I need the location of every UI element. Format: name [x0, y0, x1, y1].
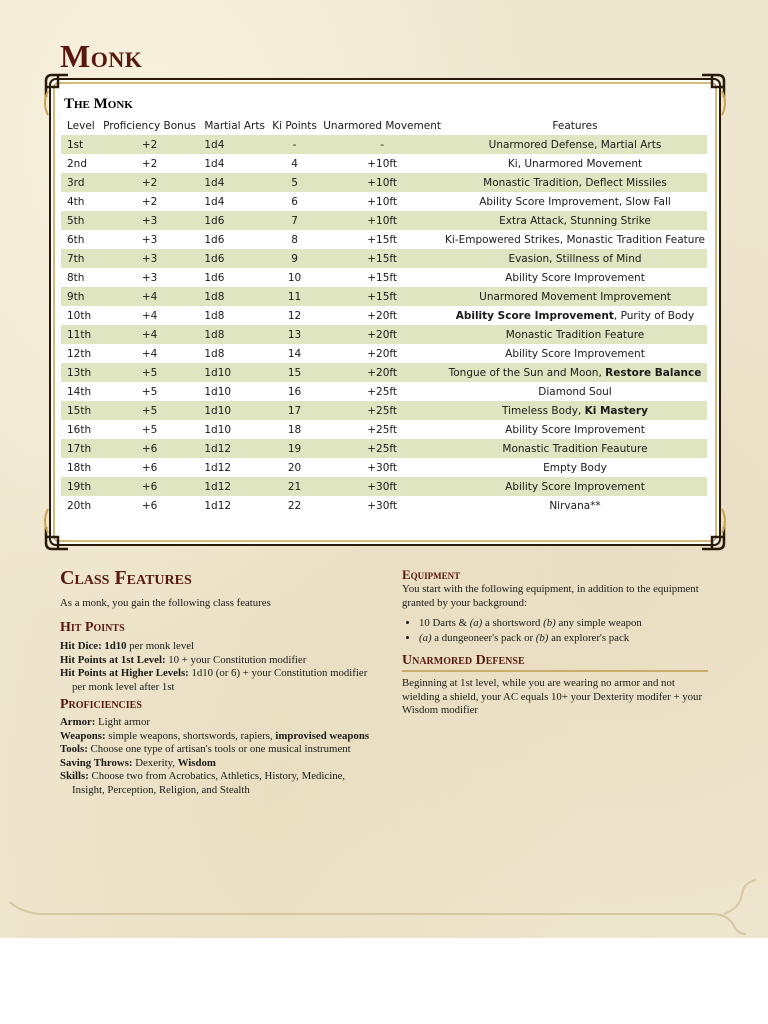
- cell-ki-points: 10: [287, 271, 302, 284]
- cell-level: 4th: [67, 195, 85, 208]
- cell-unarmored-movement: +10ft: [367, 214, 398, 227]
- cell-level: 7th: [67, 252, 85, 265]
- cell-unarmored-movement: +25ft: [367, 423, 398, 436]
- feature-text: Tongue of the Sun and Moon,: [448, 366, 606, 379]
- cell-unarmored-movement: +20ft: [367, 366, 398, 379]
- cell-proficiency: +3: [141, 271, 158, 284]
- cell-ki-points: 19: [287, 442, 302, 455]
- cell-features: Ability Score Improvement, Slow Fall: [479, 195, 671, 208]
- cell-features: Ability Score Improvement: [505, 480, 645, 493]
- cell-martial-arts: 1d12: [204, 499, 232, 512]
- col-header-features: Features: [552, 120, 598, 132]
- cell-features: Extra Attack, Stunning Strike: [499, 214, 651, 227]
- cell-proficiency: +6: [141, 461, 158, 474]
- cell-unarmored-movement: +25ft: [367, 404, 398, 417]
- cell-martial-arts: 1d6: [204, 233, 225, 246]
- equipment-heading: Equipment: [402, 567, 461, 582]
- equipment-item-2-b: a dungeoneer's pack or: [431, 631, 536, 644]
- page-title: Monk: [60, 38, 143, 74]
- cell-ki-points: 18: [287, 423, 302, 436]
- cell-proficiency: +5: [141, 423, 158, 436]
- cell-features: Ability Score Improvement: [505, 423, 645, 436]
- armor-label: Armor:: [60, 716, 96, 728]
- cell-level: 1st: [67, 138, 84, 151]
- cell-unarmored-movement: +15ft: [367, 252, 398, 265]
- weapons-bold-text: improvised weapons: [275, 729, 370, 742]
- cell-ki-points: 7: [291, 214, 298, 227]
- cell-unarmored-movement: -: [380, 138, 385, 151]
- cell-proficiency: +2: [141, 138, 158, 151]
- cell-level: 17th: [67, 442, 92, 455]
- feature-highlight-text: Ability Score Improvement: [455, 309, 614, 322]
- hp-first-level-text: 10 + your Constitution modifier: [165, 653, 307, 666]
- cell-unarmored-movement: +15ft: [367, 290, 398, 303]
- cell-proficiency: +6: [141, 480, 158, 493]
- cell-features: Diamond Soul: [538, 385, 612, 398]
- cell-level: 3rd: [67, 176, 85, 189]
- equipment-item-1-choice-a: (a): [469, 617, 483, 629]
- cell-level: 9th: [67, 290, 85, 303]
- cell-ki-points: 17: [287, 404, 302, 417]
- feature-text: , Purity of Body: [613, 309, 695, 322]
- cell-martial-arts: 1d6: [204, 271, 225, 284]
- cell-ki-points: 11: [287, 290, 302, 303]
- hit-dice-text: per monk level: [126, 640, 195, 652]
- cell-ki-points: 4: [291, 157, 298, 170]
- cell-ki-points: 13: [287, 328, 302, 341]
- saving-throws-text: Dexerity,: [132, 756, 178, 769]
- equipment-item-2-choice-b: (b): [535, 631, 549, 644]
- cell-features: Ability Score Improvement: [505, 271, 645, 284]
- cell-martial-arts: 1d12: [204, 442, 232, 455]
- cell-unarmored-movement: +30ft: [367, 461, 398, 474]
- cell-proficiency: +6: [141, 499, 158, 512]
- cell-features: Monastic Tradition Feauture: [502, 442, 648, 455]
- unarmored-defense-heading: Unarmored Defense: [402, 653, 708, 672]
- equipment-item-1-choice-b: (b): [543, 617, 556, 629]
- cell-unarmored-movement: +25ft: [367, 442, 398, 455]
- cell-martial-arts: 1d8: [204, 328, 225, 341]
- tools-text: Choose one type of artisan's tools or one musical instrument: [87, 743, 351, 755]
- cell-ki-points: 16: [287, 385, 302, 398]
- cell-level: 5th: [67, 214, 85, 227]
- cell-features: Monastic Tradition, Deflect Missiles: [483, 176, 667, 189]
- cell-martial-arts: 1d12: [204, 461, 232, 474]
- cell-features: Evasion, Stillness of Mind: [508, 252, 642, 265]
- hit-dice-label: Hit Dice: 1d10: [60, 640, 127, 652]
- unarmored-defense-text: Beginning at 1st level, while you are wearing no armor and not wielding a shield, your AC equals 10+ your Dexterity modifer + your Wisdom modifier: [402, 677, 703, 716]
- saving-throws-bold-text: Wisdom: [177, 756, 216, 769]
- cell-ki-points: 5: [291, 176, 298, 189]
- cell-level: 16th: [67, 423, 92, 436]
- class-features-intro: As a monk, you gain the following class features: [60, 597, 271, 609]
- cell-martial-arts: 1d4: [204, 138, 225, 151]
- cell-proficiency: +3: [141, 233, 158, 246]
- armor-text: Light armor: [95, 716, 150, 728]
- cell-level: 18th: [67, 461, 92, 474]
- cell-level: 20th: [67, 499, 92, 512]
- cell-martial-arts: 1d4: [204, 176, 225, 189]
- col-header-unarmored-movement: Unarmored Movement: [323, 120, 441, 132]
- cell-martial-arts: 1d10: [204, 366, 232, 379]
- feature-highlight-text: Ki Mastery: [584, 404, 648, 417]
- cell-proficiency: +6: [141, 442, 158, 455]
- cell-level: 19th: [67, 480, 92, 493]
- cell-features: Empty Body: [543, 461, 607, 474]
- cell-proficiency: +4: [141, 328, 158, 341]
- cell-proficiency: +5: [141, 385, 158, 398]
- cell-martial-arts: 1d6: [204, 252, 225, 265]
- equipment-item-2-choice-a: (a): [419, 631, 432, 644]
- cell-level: 15th: [67, 404, 92, 417]
- cell-ki-points: 8: [291, 233, 298, 246]
- cell-martial-arts: 1d10: [204, 404, 232, 417]
- equipment-item-1-b: a shortsword: [482, 617, 544, 629]
- cell-unarmored-movement: +30ft: [367, 499, 398, 512]
- cell-level: 11th: [67, 328, 92, 341]
- cell-proficiency: +2: [141, 157, 158, 170]
- feature-text: Timeless Body,: [502, 404, 585, 417]
- skills-label: Skills:: [60, 770, 89, 782]
- cell-unarmored-movement: +10ft: [367, 157, 398, 170]
- cell-unarmored-movement: +30ft: [367, 480, 398, 493]
- proficiencies-heading: Proficiencies: [60, 697, 142, 712]
- cell-proficiency: +3: [141, 214, 158, 227]
- cell-unarmored-movement: +15ft: [367, 233, 398, 246]
- cell-martial-arts: 1d6: [204, 214, 225, 227]
- cell-ki-points: 14: [287, 347, 302, 360]
- cell-ki-points: 12: [287, 309, 302, 322]
- cell-unarmored-movement: +10ft: [367, 176, 398, 189]
- cell-features: Nirvana**: [549, 499, 601, 512]
- hit-points-heading: Hit Points: [60, 620, 125, 635]
- weapons-text: simple weapons, shortswords, rapiers,: [105, 729, 276, 742]
- class-features-heading: Class Features: [60, 567, 192, 589]
- hp-higher-levels-label: Hit Points at Higher Levels:: [60, 667, 189, 679]
- cell-features: Unarmored Defense, Martial Arts: [488, 138, 662, 151]
- cell-unarmored-movement: +20ft: [367, 347, 398, 360]
- cell-level: 14th: [67, 385, 92, 398]
- cell-level: 8th: [67, 271, 85, 284]
- tools-label: Tools:: [60, 743, 88, 755]
- cell-martial-arts: 1d10: [204, 385, 232, 398]
- cell-level: 13th: [67, 366, 92, 379]
- equipment-item-1-c: any simple weapon: [555, 617, 642, 629]
- cell-martial-arts: 1d10: [204, 423, 232, 436]
- weapons-label: Weapons:: [60, 729, 106, 742]
- table-title: The Monk: [64, 96, 133, 112]
- cell-level: 12th: [67, 347, 92, 360]
- cell-ki-points: 22: [287, 499, 302, 512]
- cell-unarmored-movement: +20ft: [367, 309, 398, 322]
- cell-unarmored-movement: +10ft: [367, 195, 398, 208]
- cell-proficiency: +2: [141, 195, 158, 208]
- hp-higher-levels-text: 1d10 (or 6) + your Constitution modifier per monk level after 1st: [72, 667, 368, 693]
- cell-martial-arts: 1d4: [204, 157, 225, 170]
- cell-ki-points: 9: [291, 252, 298, 265]
- skills-text: Choose two from Acrobatics, Athletics, History, Medicine, Insight, Perception, Religion, and Stealth: [72, 770, 346, 796]
- col-header-martial-arts: Martial Arts: [204, 120, 265, 132]
- cell-features: Monastic Tradition Feature: [505, 328, 645, 341]
- col-header-proficiency: Proficiency Bonus: [103, 120, 196, 132]
- cell-ki-points: -: [292, 138, 297, 151]
- cell-ki-points: 20: [287, 461, 302, 474]
- cell-features: Ki, Unarmored Movement: [507, 157, 643, 170]
- feature-highlight-text: Restore Balance: [605, 366, 702, 379]
- cell-proficiency: +4: [141, 290, 158, 303]
- cell-unarmored-movement: +25ft: [367, 385, 398, 398]
- cell-ki-points: 21: [287, 480, 302, 493]
- hp-first-level-label: Hit Points at 1st Level:: [60, 653, 166, 666]
- col-header-ki-points: Ki Points: [272, 120, 317, 132]
- cell-proficiency: +3: [141, 252, 158, 265]
- cell-martial-arts: 1d8: [204, 309, 225, 322]
- cell-ki-points: 6: [291, 195, 298, 208]
- cell-martial-arts: 1d8: [204, 290, 225, 303]
- saving-throws-label: Saving Throws:: [60, 756, 133, 769]
- equipment-item-1-a: 10 Darts &: [419, 617, 470, 629]
- cell-level: 10th: [67, 309, 92, 322]
- cell-proficiency: +5: [141, 366, 158, 379]
- col-header-level: Level: [67, 120, 95, 132]
- cell-level: 2nd: [67, 157, 88, 170]
- cell-martial-arts: 1d8: [204, 347, 225, 360]
- cell-unarmored-movement: +20ft: [367, 328, 398, 341]
- cell-proficiency: +2: [141, 176, 158, 189]
- cell-features: Ki-Empowered Strikes, Monastic Tradition Feature: [445, 233, 705, 246]
- cell-features: Unarmored Movement Improvement: [479, 290, 671, 303]
- cell-martial-arts: 1d12: [204, 480, 232, 493]
- cell-proficiency: +4: [141, 309, 158, 322]
- equipment-intro: You start with the following equipment, in addition to the equipment granted by your background:: [402, 583, 699, 609]
- cell-features: Ability Score Improvement: [505, 347, 645, 360]
- cell-ki-points: 15: [287, 366, 302, 379]
- cell-proficiency: +5: [141, 404, 158, 417]
- equipment-item-2-c: an explorer's pack: [548, 631, 630, 644]
- cell-proficiency: +4: [141, 347, 158, 360]
- cell-unarmored-movement: +15ft: [367, 271, 398, 284]
- cell-martial-arts: 1d4: [204, 195, 225, 208]
- cell-level: 6th: [67, 233, 85, 246]
